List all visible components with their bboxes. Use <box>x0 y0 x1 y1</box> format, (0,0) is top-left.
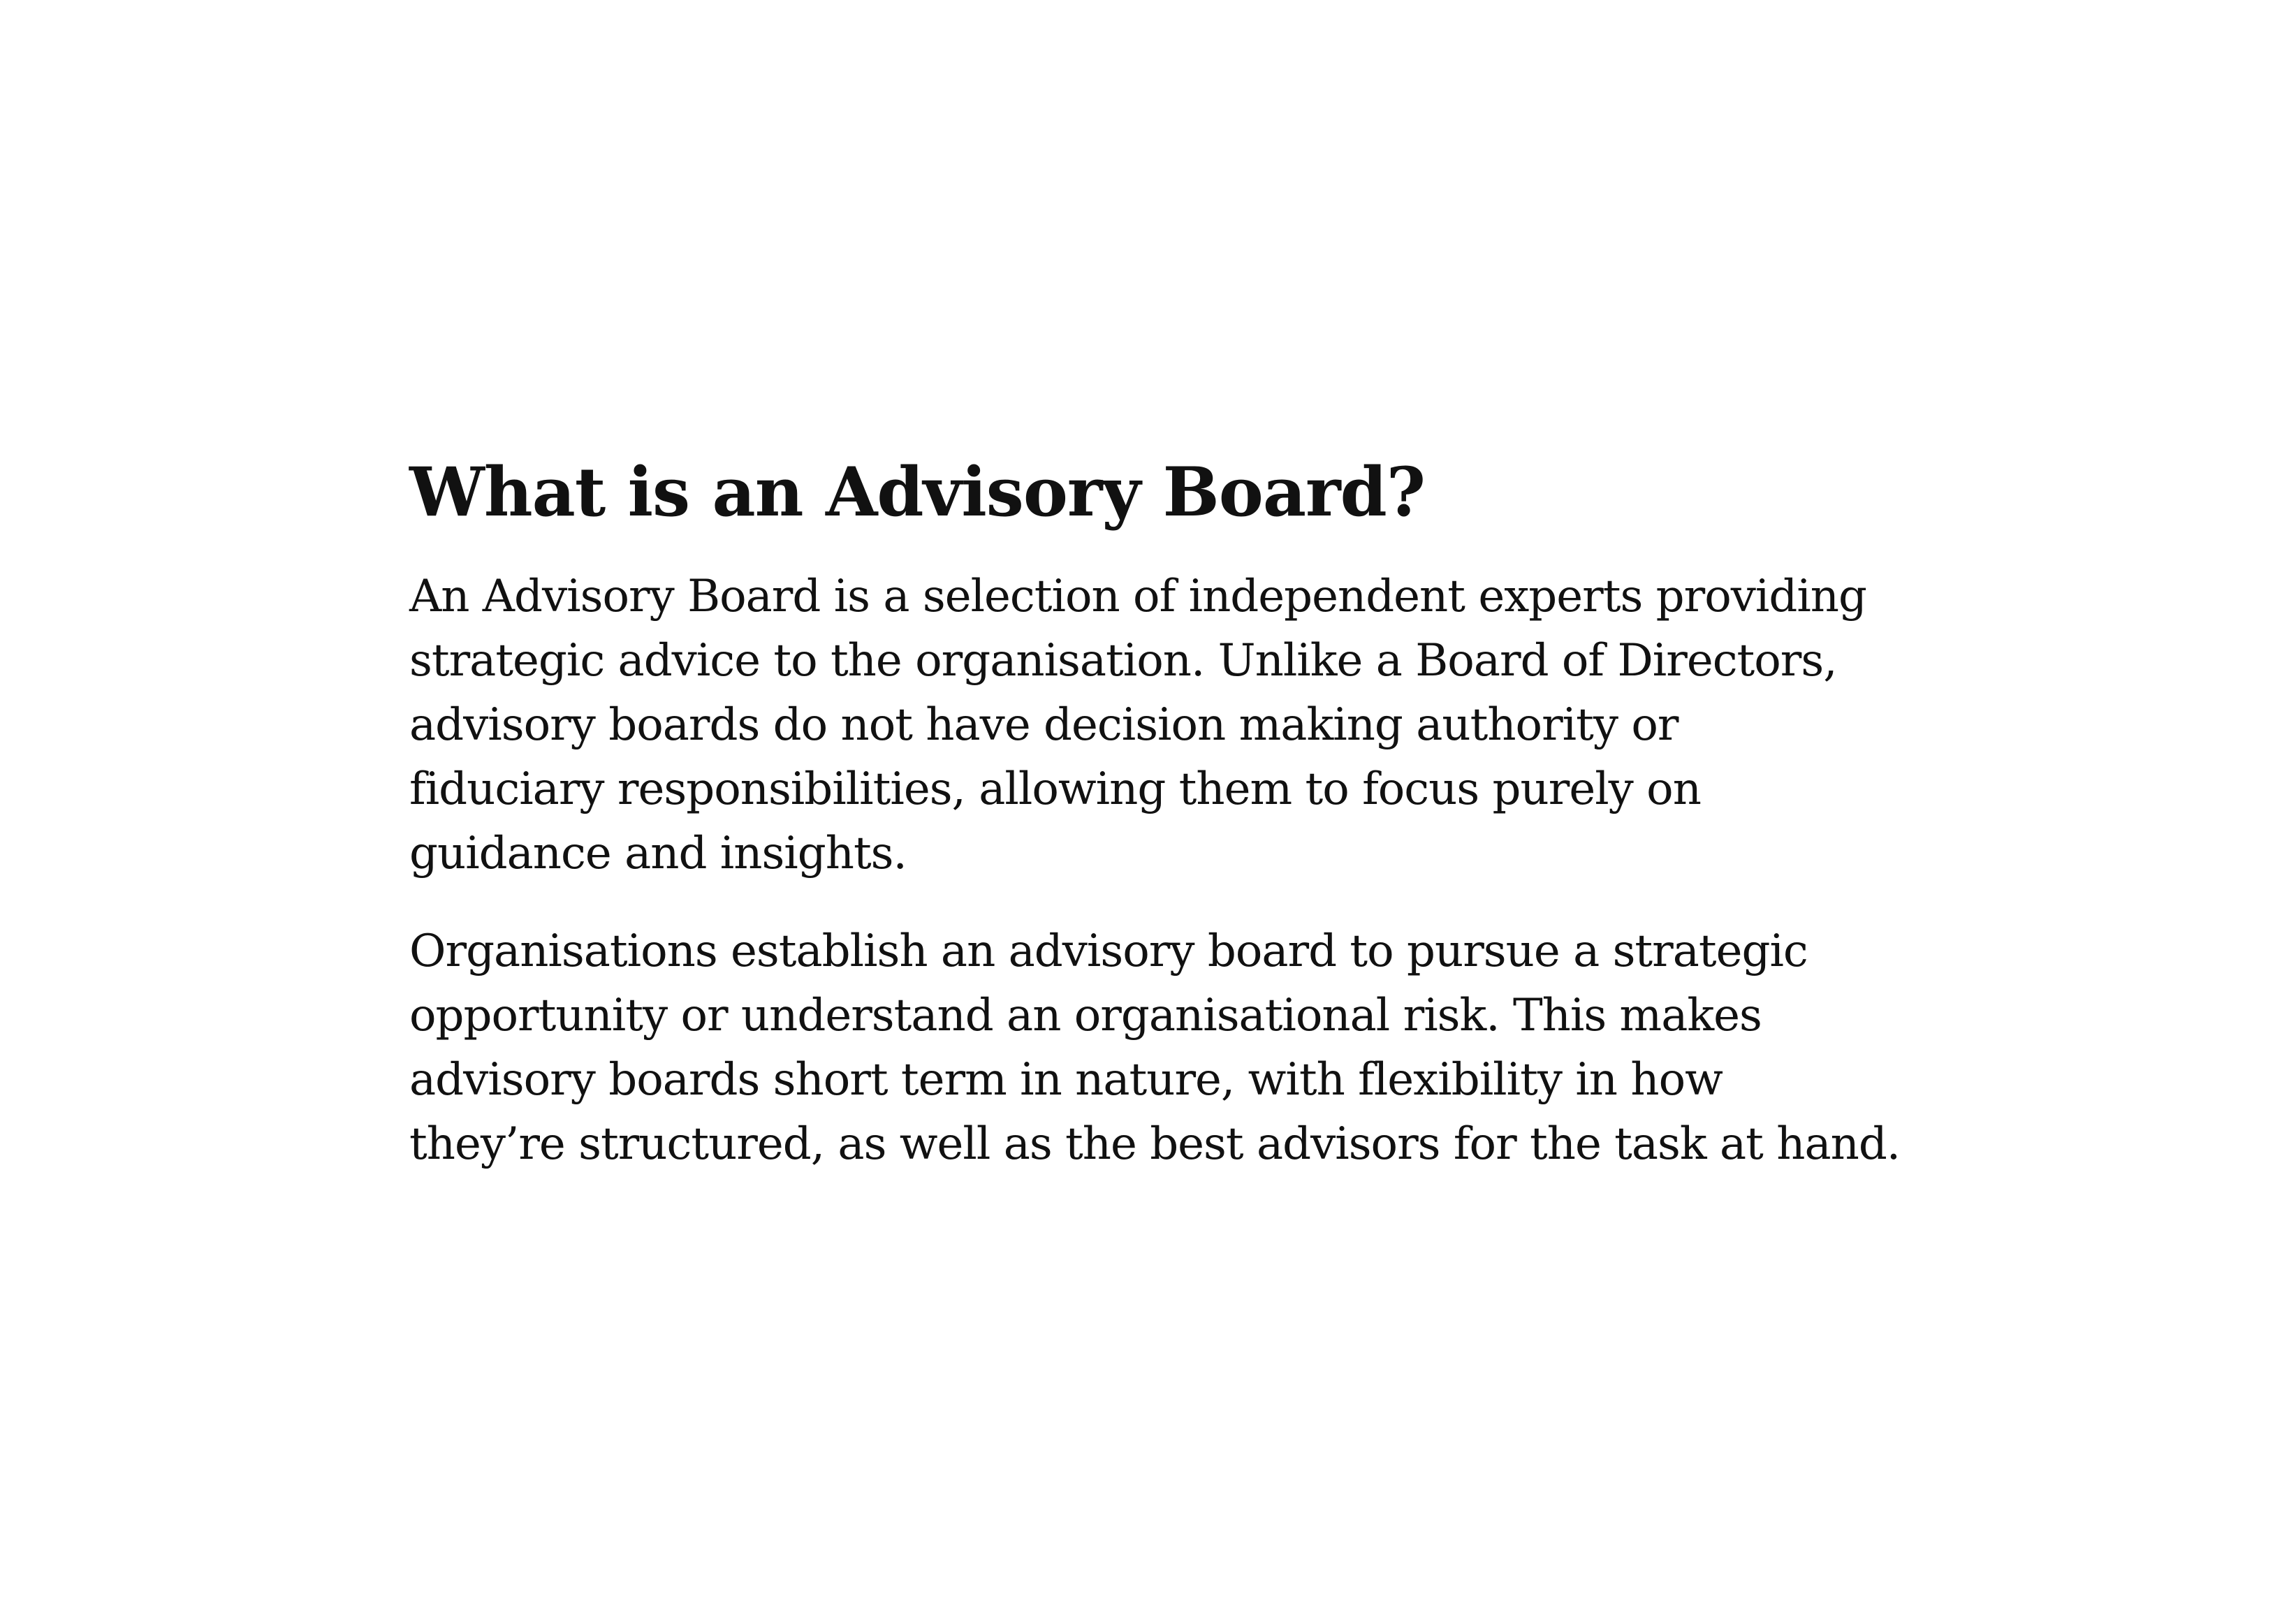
paragraph-line: Organisations establish an advisory board to pursue a strategic <box>409 926 1808 977</box>
paragraph-line: guidance and insights. <box>409 828 907 879</box>
paragraph-definition <box>409 564 1946 886</box>
paragraph-line: advisory boards do not have decision making authority or <box>409 699 1679 751</box>
page-title: What is an Advisory Board? <box>409 453 1425 532</box>
paragraph-purpose <box>409 919 1946 1176</box>
content-block <box>409 451 1946 1176</box>
paragraph-line: they’re structured, as well as the best advisors for the task at hand. <box>409 1118 1901 1170</box>
paragraph-line: opportunity or understand an organisational risk. This makes <box>409 990 1762 1041</box>
paragraph-line: strategic advice to the organisation. Unlike a Board of Directors, <box>409 635 1837 687</box>
paragraph-line: An Advisory Board is a selection of independent experts providing <box>409 571 1866 622</box>
paragraph-line: advisory boards short term in nature, with flexibility in how <box>409 1054 1723 1106</box>
paragraph-line: fiduciary responsibilities, allowing them to focus purely on <box>409 763 1701 815</box>
